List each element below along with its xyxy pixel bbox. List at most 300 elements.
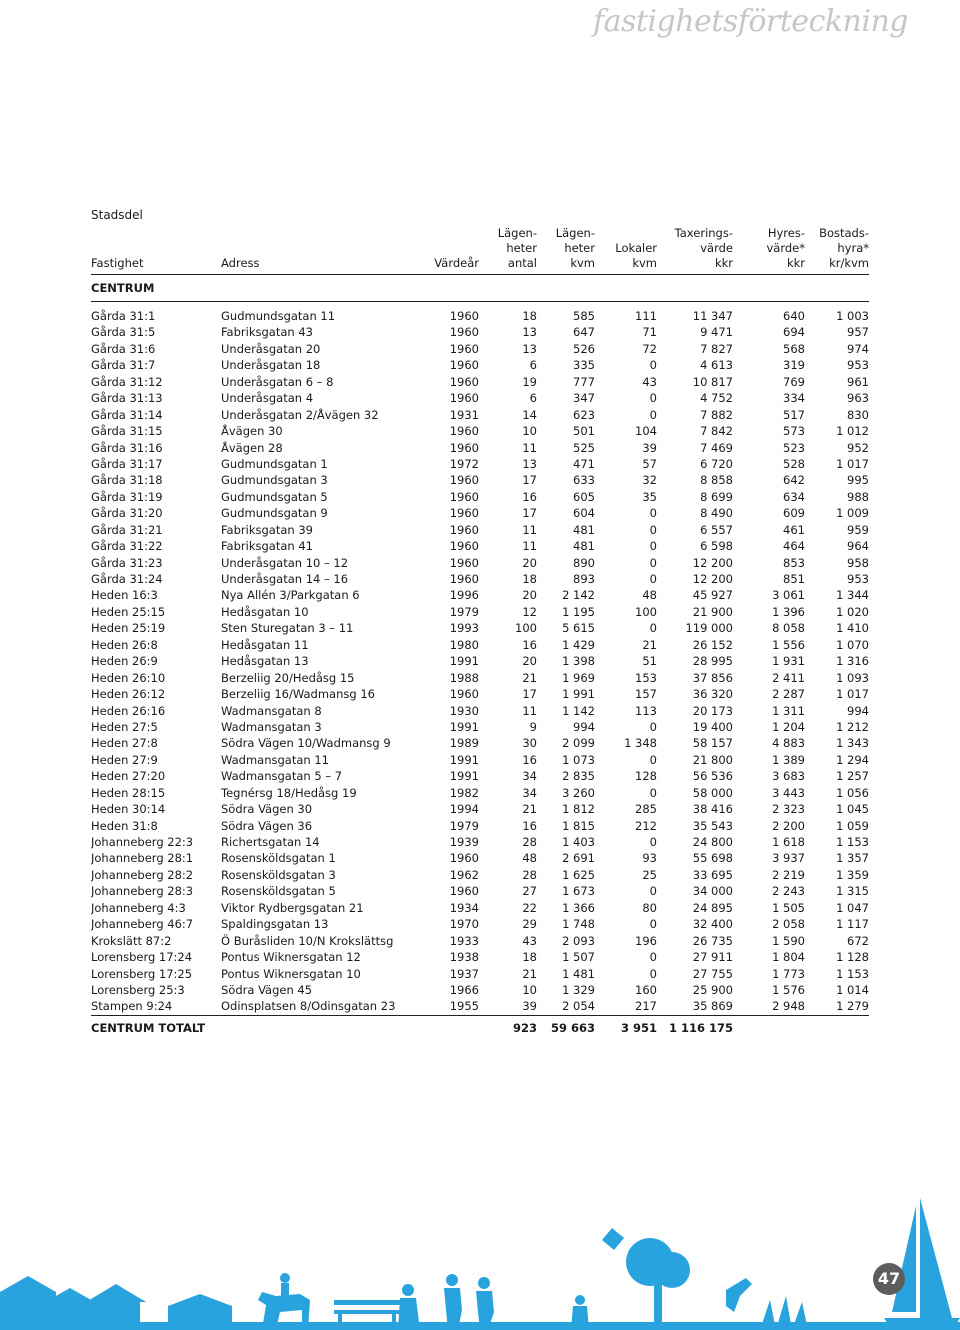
cell-lagenheter-kvm: 1 481 <box>562 966 595 981</box>
cell-bostadshyra: 1 045 <box>836 802 869 817</box>
cell-hyresvarde: 2 411 <box>772 670 805 685</box>
cell-bostadshyra: 1 344 <box>836 588 869 603</box>
cell-vardear: 1991 <box>449 752 479 767</box>
cell-hyresvarde: 8 058 <box>772 621 805 636</box>
cell-lokaler-kvm: 0 <box>649 917 657 932</box>
cell-hyresvarde: 1 804 <box>772 950 805 965</box>
cell-fastighet: Heden 27:5 <box>91 719 158 734</box>
cell-adress: Wadmansgatan 5 – 7 <box>221 769 343 784</box>
cell-taxeringsvarde: 8 490 <box>700 506 733 521</box>
cell-hyresvarde: 3 937 <box>772 851 805 866</box>
person-head-icon <box>402 1284 414 1296</box>
cell-vardear: 1930 <box>449 703 479 718</box>
header-line: Bostads- <box>819 226 869 240</box>
cell-taxeringsvarde: 4 752 <box>700 391 733 406</box>
cell-hyresvarde: 3 683 <box>772 769 805 784</box>
cell-adress: Pontus Wiknersgatan 12 <box>221 950 361 965</box>
cell-taxeringsvarde: 28 995 <box>692 654 733 669</box>
cell-lokaler-kvm: 71 <box>642 325 657 340</box>
cell-lokaler-kvm: 0 <box>649 719 657 734</box>
cell-vardear: 1996 <box>449 588 479 603</box>
total-label: CENTRUM TOTALT <box>91 1020 206 1035</box>
cell-hyresvarde: 640 <box>783 309 805 323</box>
cell-lokaler-kvm: 0 <box>649 407 657 422</box>
cell-bostadshyra: 961 <box>847 374 869 389</box>
cell-hyresvarde: 1 311 <box>772 703 805 718</box>
cell-fastighet: Gårda 31:14 <box>91 407 163 422</box>
cell-lagenheter-kvm: 2 093 <box>562 933 595 948</box>
cell-fastighet: Heden 26:16 <box>91 703 166 718</box>
cell-hyresvarde: 1 389 <box>772 752 805 767</box>
cell-fastighet: Heden 26:12 <box>91 687 166 702</box>
cell-vardear: 1960 <box>449 374 479 389</box>
cell-lagenheter-kvm: 585 <box>573 309 595 323</box>
cell-bostadshyra: 953 <box>847 358 869 373</box>
cell-lagenheter-antal: 29 <box>522 917 537 932</box>
cell-lokaler-kvm: 0 <box>649 358 657 373</box>
cell-lagenheter-kvm: 525 <box>573 440 595 455</box>
cell-adress: Södra Vägen 30 <box>221 802 313 817</box>
bench-seat-icon <box>334 1310 400 1314</box>
cell-lagenheter-kvm: 3 260 <box>562 785 595 800</box>
rider-body-icon <box>281 1283 289 1297</box>
cell-lokaler-kvm: 0 <box>649 506 657 521</box>
cell-lagenheter-kvm: 893 <box>573 572 595 586</box>
cell-taxeringsvarde: 12 200 <box>692 572 733 586</box>
cell-vardear: 1960 <box>449 424 479 439</box>
cell-vardear: 1937 <box>449 966 479 981</box>
cell-fastighet: Heden 27:20 <box>91 769 166 784</box>
cell-hyresvarde: 3 061 <box>772 588 805 603</box>
cell-lokaler-kvm: 100 <box>635 604 657 619</box>
cell-lokaler-kvm: 48 <box>642 588 657 603</box>
cell-lagenheter-antal: 34 <box>522 785 537 800</box>
header-line: hyra* <box>837 241 869 255</box>
cell-vardear: 1979 <box>449 818 479 833</box>
cell-adress: Fabriksgatan 41 <box>221 539 313 554</box>
cell-bostadshyra: 953 <box>847 572 869 586</box>
total-lagenheter-antal: 923 <box>512 1020 537 1035</box>
cell-bostadshyra: 1 212 <box>836 719 869 734</box>
cell-lokaler-kvm: 0 <box>649 785 657 800</box>
cell-lagenheter-antal: 30 <box>522 736 537 751</box>
cell-fastighet: Gårda 31:17 <box>91 456 163 471</box>
cell-adress: Gudmundsgatan 9 <box>221 506 328 521</box>
cell-lagenheter-antal: 6 <box>529 358 537 373</box>
cell-taxeringsvarde: 4 613 <box>700 358 733 373</box>
cell-vardear: 1960 <box>449 440 479 455</box>
cell-fastighet: Gårda 31:13 <box>91 391 163 406</box>
cell-lokaler-kvm: 0 <box>649 539 657 554</box>
cell-adress: Rosensköldsgatan 5 <box>221 884 336 899</box>
cell-vardear: 1962 <box>449 867 479 882</box>
cell-taxeringsvarde: 7 827 <box>700 341 733 356</box>
cell-lagenheter-kvm: 890 <box>573 555 595 570</box>
cell-vardear: 1960 <box>449 884 479 899</box>
cell-lagenheter-kvm: 2 099 <box>562 736 595 751</box>
cell-taxeringsvarde: 45 927 <box>692 588 733 603</box>
cell-fastighet: Johanneberg 28:1 <box>91 851 194 866</box>
cell-lagenheter-kvm: 633 <box>573 473 595 488</box>
cell-adress: Södra Vägen 36 <box>221 818 313 833</box>
cell-vardear: 1970 <box>449 917 479 932</box>
cell-hyresvarde: 517 <box>783 407 805 422</box>
cell-lagenheter-antal: 18 <box>522 572 537 586</box>
cell-adress: Wadmansgatan 11 <box>221 752 329 767</box>
cell-lagenheter-antal: 28 <box>522 835 537 849</box>
cell-lokaler-kvm: 0 <box>649 752 657 767</box>
cell-adress: Wadmansgatan 8 <box>221 703 322 718</box>
cell-taxeringsvarde: 55 698 <box>692 851 733 866</box>
cell-adress: Södra Vägen 10/Wadmansg 9 <box>221 736 391 751</box>
cell-lagenheter-antal: 16 <box>522 752 537 767</box>
cell-taxeringsvarde: 24 895 <box>692 900 733 915</box>
cell-lagenheter-antal: 11 <box>522 440 537 455</box>
cell-taxeringsvarde: 119 000 <box>685 621 733 636</box>
section-label: Stadsdel <box>91 208 143 222</box>
cell-vardear: 1972 <box>449 456 479 471</box>
cell-adress: Odinsplatsen 8/Odinsgatan 23 <box>221 998 421 1015</box>
cell-adress: Gudmundsgatan 3 <box>221 473 328 488</box>
cell-lagenheter-kvm: 5 615 <box>562 621 595 636</box>
cell-lokaler-kvm: 153 <box>635 670 657 685</box>
cell-taxeringsvarde: 25 900 <box>692 982 733 997</box>
bench-icon <box>334 1300 400 1305</box>
cell-lagenheter-kvm: 1 429 <box>562 637 595 652</box>
cell-lokaler-kvm: 113 <box>635 703 657 718</box>
total-taxeringsvarde: 1 116 175 <box>668 1020 733 1035</box>
cell-hyresvarde: 573 <box>783 424 805 439</box>
cell-bostadshyra: 1 410 <box>836 621 869 636</box>
cell-lokaler-kvm: 0 <box>649 884 657 899</box>
cell-hyresvarde: 634 <box>783 489 805 504</box>
cell-bostadshyra: 1 003 <box>836 309 869 323</box>
cell-adress: Hedåsgatan 11 <box>221 637 309 652</box>
rider-head-icon <box>280 1273 290 1283</box>
cell-vardear: 1960 <box>449 522 479 537</box>
header-adress: Adress <box>221 226 421 275</box>
cell-taxeringsvarde: 11 347 <box>692 309 733 323</box>
cell-taxeringsvarde: 7 842 <box>700 424 733 439</box>
silhouette-shapes <box>0 1198 960 1330</box>
cell-fastighet: Stampen 9:24 <box>91 998 221 1015</box>
cell-taxeringsvarde: 27 755 <box>692 966 733 981</box>
cell-lokaler-kvm: 0 <box>649 835 657 849</box>
cell-bostadshyra: 1 059 <box>836 818 869 833</box>
cell-adress: Fabriksgatan 43 <box>221 325 313 340</box>
cell-lagenheter-antal: 21 <box>522 670 537 685</box>
cell-lagenheter-kvm: 777 <box>573 374 595 389</box>
cell-lokaler-kvm: 128 <box>635 769 657 784</box>
cell-lagenheter-antal: 14 <box>522 407 537 422</box>
cell-bostadshyra: 1 279 <box>805 998 869 1015</box>
cell-vardear: 1934 <box>449 900 479 915</box>
cell-taxeringsvarde: 6 720 <box>700 456 733 471</box>
cell-lokaler-kvm: 21 <box>642 637 657 652</box>
header-line: kr/kvm <box>829 256 869 270</box>
cell-vardear: 1960 <box>449 309 479 323</box>
cell-adress: Richertsgatan 14 <box>221 835 320 849</box>
cell-hyresvarde: 528 <box>783 456 805 471</box>
cell-adress: Fabriksgatan 39 <box>221 522 313 537</box>
cell-lagenheter-antal: 21 <box>522 802 537 817</box>
cell-lagenheter-antal: 9 <box>529 719 537 734</box>
cell-bostadshyra: 974 <box>847 341 869 356</box>
cell-hyresvarde: 853 <box>783 555 805 570</box>
cell-lagenheter-antal: 100 <box>515 621 537 636</box>
cell-bostadshyra: 1 020 <box>836 604 869 619</box>
cell-lagenheter-antal: 43 <box>522 933 537 948</box>
cell-taxeringsvarde: 34 000 <box>692 884 733 899</box>
header-line: kkr <box>786 256 805 270</box>
cell-taxeringsvarde: 58 000 <box>692 785 733 800</box>
cell-adress: Underåsgatan 14 – 16 <box>221 572 349 586</box>
cell-hyresvarde: 1 773 <box>772 966 805 981</box>
header-fastighet: Fastighet <box>91 226 221 275</box>
cell-lagenheter-antal: 16 <box>522 637 537 652</box>
cell-bostadshyra: 988 <box>847 489 869 504</box>
cell-lagenheter-antal: 10 <box>522 982 537 997</box>
cell-fastighet: Gårda 31:18 <box>91 473 163 488</box>
cell-fastighet: Heden 25:19 <box>91 621 166 636</box>
cell-lagenheter-kvm: 1 329 <box>562 982 595 997</box>
cell-bostadshyra: 1 017 <box>836 687 869 702</box>
cell-fastighet: Heden 26:8 <box>91 637 158 652</box>
cell-adress: Spaldingsgatan 13 <box>221 917 329 932</box>
cell-taxeringsvarde: 32 400 <box>692 917 733 932</box>
cell-adress: Underåsgatan 18 <box>221 358 321 373</box>
cell-lagenheter-kvm: 2 691 <box>562 851 595 866</box>
cell-fastighet: Gårda 31:19 <box>91 489 163 504</box>
cell-lagenheter-kvm: 1 195 <box>562 604 595 619</box>
cell-lokaler-kvm: 212 <box>635 818 657 833</box>
cell-lagenheter-kvm: 1 673 <box>562 884 595 899</box>
cell-lagenheter-kvm: 481 <box>573 539 595 554</box>
cell-vardear: 1989 <box>449 736 479 751</box>
cell-hyresvarde: 319 <box>783 358 805 373</box>
cell-hyresvarde: 3 443 <box>772 785 805 800</box>
cell-bostadshyra: 1 009 <box>836 506 869 521</box>
cell-adress: Tegnérsg 18/Hedåsg 19 <box>221 785 357 800</box>
cell-hyresvarde: 2 287 <box>772 687 805 702</box>
page-number-badge: 47 <box>873 1263 905 1295</box>
cell-lokaler-kvm: 111 <box>635 309 657 323</box>
header-line: kkr <box>714 256 733 270</box>
cell-hyresvarde: 851 <box>783 572 805 586</box>
cell-fastighet: Gårda 31:7 <box>91 358 156 373</box>
header-line: kvm <box>570 256 595 270</box>
cell-adress: Hedåsgatan 10 <box>221 604 309 619</box>
cell-vardear: 1991 <box>449 719 479 734</box>
cell-bostadshyra: 1 343 <box>836 736 869 751</box>
cell-bostadshyra: 1 294 <box>836 752 869 767</box>
cell-vardear: 1993 <box>449 621 479 636</box>
cell-vardear: 1960 <box>449 391 479 406</box>
cell-hyresvarde: 2 948 <box>733 998 805 1015</box>
cell-lagenheter-kvm: 623 <box>573 407 595 422</box>
cell-taxeringsvarde: 10 817 <box>692 374 733 389</box>
cell-bostadshyra: 1 014 <box>836 982 869 997</box>
cell-lagenheter-antal: 20 <box>522 654 537 669</box>
cell-lagenheter-antal: 22 <box>522 900 537 915</box>
cell-lagenheter-kvm: 2 054 <box>537 998 595 1015</box>
cell-lokaler-kvm: 0 <box>649 572 657 586</box>
cell-lagenheter-antal: 16 <box>522 818 537 833</box>
cell-adress: Underåsgatan 10 – 12 <box>221 555 349 570</box>
cell-taxeringsvarde: 8 858 <box>700 473 733 488</box>
cell-lagenheter-antal: 13 <box>522 456 537 471</box>
cell-fastighet: Johanneberg 46:7 <box>91 917 194 932</box>
cell-lagenheter-kvm: 1 812 <box>562 802 595 817</box>
cell-taxeringsvarde: 21 900 <box>692 604 733 619</box>
cell-lagenheter-antal: 48 <box>522 851 537 866</box>
cell-vardear: 1979 <box>449 604 479 619</box>
cell-lokaler-kvm: 39 <box>642 440 657 455</box>
total-lokaler-kvm: 3 951 <box>620 1020 657 1035</box>
cell-vardear: 1960 <box>449 539 479 554</box>
cell-hyresvarde: 2 243 <box>772 884 805 899</box>
cell-fastighet: Heden 25:15 <box>91 604 166 619</box>
cell-lokaler-kvm: 0 <box>649 391 657 406</box>
cell-lagenheter-kvm: 1 073 <box>562 752 595 767</box>
cell-lagenheter-antal: 13 <box>522 325 537 340</box>
cell-adress: Ö Buråsliden 10/N Krokslättsg <box>221 933 394 948</box>
cell-vardear: 1966 <box>449 982 479 997</box>
cell-taxeringsvarde: 20 173 <box>692 703 733 718</box>
cell-taxeringsvarde: 56 536 <box>692 769 733 784</box>
cell-fastighet: Lorensberg 17:24 <box>91 950 193 965</box>
cell-lagenheter-antal: 19 <box>522 374 537 389</box>
ground-icon <box>0 1322 960 1330</box>
cell-bostadshyra: 1 315 <box>836 884 869 899</box>
cell-lagenheter-kvm: 1 969 <box>562 670 595 685</box>
cell-lokaler-kvm: 93 <box>642 851 657 866</box>
cell-adress: Gudmundsgatan 11 <box>221 309 336 323</box>
cell-vardear: 1994 <box>449 802 479 817</box>
header-line: antal <box>507 256 537 270</box>
cell-lagenheter-antal: 21 <box>522 966 537 981</box>
cell-lokaler-kvm: 104 <box>635 424 657 439</box>
cell-taxeringsvarde: 35 543 <box>692 818 733 833</box>
page-header-title: fastighetsförteckning <box>592 4 908 39</box>
cell-bostadshyra: 1 070 <box>836 637 869 652</box>
cell-bostadshyra: 1 093 <box>836 670 869 685</box>
cell-fastighet: Gårda 31:20 <box>91 506 163 521</box>
cell-vardear: 1939 <box>449 835 479 849</box>
cell-adress: Underåsgatan 6 – 8 <box>221 374 334 389</box>
cell-lagenheter-antal: 28 <box>522 867 537 882</box>
cell-lokaler-kvm: 25 <box>642 867 657 882</box>
cell-lagenheter-kvm: 1 748 <box>562 917 595 932</box>
cell-hyresvarde: 523 <box>783 440 805 455</box>
cell-bostadshyra: 958 <box>847 555 869 570</box>
cell-fastighet: Krokslätt 87:2 <box>91 933 172 948</box>
cell-bostadshyra: 1 359 <box>836 867 869 882</box>
cell-lagenheter-antal: 20 <box>522 588 537 603</box>
cell-fastighet: Lorensberg 25:3 <box>91 982 185 997</box>
cell-lagenheter-kvm: 1 507 <box>562 950 595 965</box>
cell-bostadshyra: 1 117 <box>836 917 869 932</box>
cell-bostadshyra: 1 153 <box>836 835 869 849</box>
cell-taxeringsvarde: 9 471 <box>700 325 733 340</box>
cell-lokaler-kvm: 51 <box>642 654 657 669</box>
roof-icon <box>86 1284 146 1302</box>
cell-taxeringsvarde: 37 856 <box>692 670 733 685</box>
cell-taxeringsvarde: 21 800 <box>692 752 733 767</box>
cell-fastighet: Gårda 31:24 <box>91 572 163 586</box>
cell-taxeringsvarde: 12 200 <box>692 555 733 570</box>
cell-vardear: 1960 <box>449 555 479 570</box>
cell-vardear: 1960 <box>449 572 479 586</box>
cell-lagenheter-kvm: 605 <box>573 489 595 504</box>
cell-taxeringsvarde: 7 469 <box>700 440 733 455</box>
cell-bostadshyra: 963 <box>847 391 869 406</box>
cell-vardear: 1960 <box>449 687 479 702</box>
cell-hyresvarde: 2 219 <box>772 867 805 882</box>
cell-taxeringsvarde: 35 869 <box>657 998 733 1015</box>
cell-fastighet: Heden 27:8 <box>91 736 158 751</box>
cell-bostadshyra: 672 <box>847 933 869 948</box>
cell-vardear: 1960 <box>449 489 479 504</box>
cell-lagenheter-kvm: 526 <box>573 341 595 356</box>
cell-vardear: 1960 <box>449 341 479 356</box>
cell-lagenheter-antal: 17 <box>522 687 537 702</box>
cell-fastighet: Heden 26:9 <box>91 654 158 669</box>
cell-taxeringsvarde: 24 800 <box>692 835 733 849</box>
cell-lagenheter-kvm: 1 398 <box>562 654 595 669</box>
header-line: Lägen- <box>497 226 537 240</box>
cell-fastighet: Gårda 31:22 <box>91 539 163 554</box>
cell-taxeringsvarde: 36 320 <box>692 687 733 702</box>
cell-lagenheter-antal: 10 <box>522 424 537 439</box>
cell-adress: Underåsgatan 20 <box>221 341 321 356</box>
cell-fastighet: Gårda 31:16 <box>91 440 163 455</box>
cell-bostadshyra: 830 <box>847 407 869 422</box>
person-head-icon <box>478 1277 490 1289</box>
cell-fastighet: Johanneberg 22:3 <box>91 835 194 849</box>
cell-hyresvarde: 1 505 <box>772 900 805 915</box>
sail-icon <box>920 1198 952 1318</box>
cell-adress: Södra Vägen 45 <box>221 982 313 997</box>
cell-fastighet: Gårda 31:6 <box>91 341 156 356</box>
cell-vardear: 1960 <box>449 506 479 521</box>
cell-taxeringsvarde: 33 695 <box>692 867 733 882</box>
cell-hyresvarde: 2 323 <box>772 802 805 817</box>
cell-adress: Gudmundsgatan 5 <box>221 489 328 504</box>
cell-taxeringsvarde: 58 157 <box>692 736 733 751</box>
cell-lagenheter-kvm: 481 <box>573 522 595 537</box>
cell-bostadshyra: 994 <box>847 703 869 718</box>
cell-lagenheter-kvm: 604 <box>573 506 595 521</box>
cell-lokaler-kvm: 0 <box>649 966 657 981</box>
cell-vardear: 1988 <box>449 670 479 685</box>
cell-lokaler-kvm: 0 <box>649 950 657 965</box>
cell-vardear: 1982 <box>449 785 479 800</box>
cell-fastighet: Heden 31:8 <box>91 818 158 833</box>
cell-fastighet: Heden 26:10 <box>91 670 166 685</box>
cell-adress: Åvägen 30 <box>221 424 283 439</box>
header-line: Lägen- <box>555 226 595 240</box>
cell-vardear: 1938 <box>449 950 479 965</box>
header-line: Lokaler <box>615 241 657 255</box>
header-line: Taxerings- <box>674 226 733 240</box>
cell-lokaler-kvm: 157 <box>635 687 657 702</box>
cell-bostadshyra: 1 056 <box>836 785 869 800</box>
cell-lagenheter-kvm: 1 403 <box>562 835 595 849</box>
cell-vardear: 1960 <box>449 473 479 488</box>
cell-lokaler-kvm: 72 <box>642 341 657 356</box>
cell-adress: Viktor Rydbergsgatan 21 <box>221 900 364 915</box>
